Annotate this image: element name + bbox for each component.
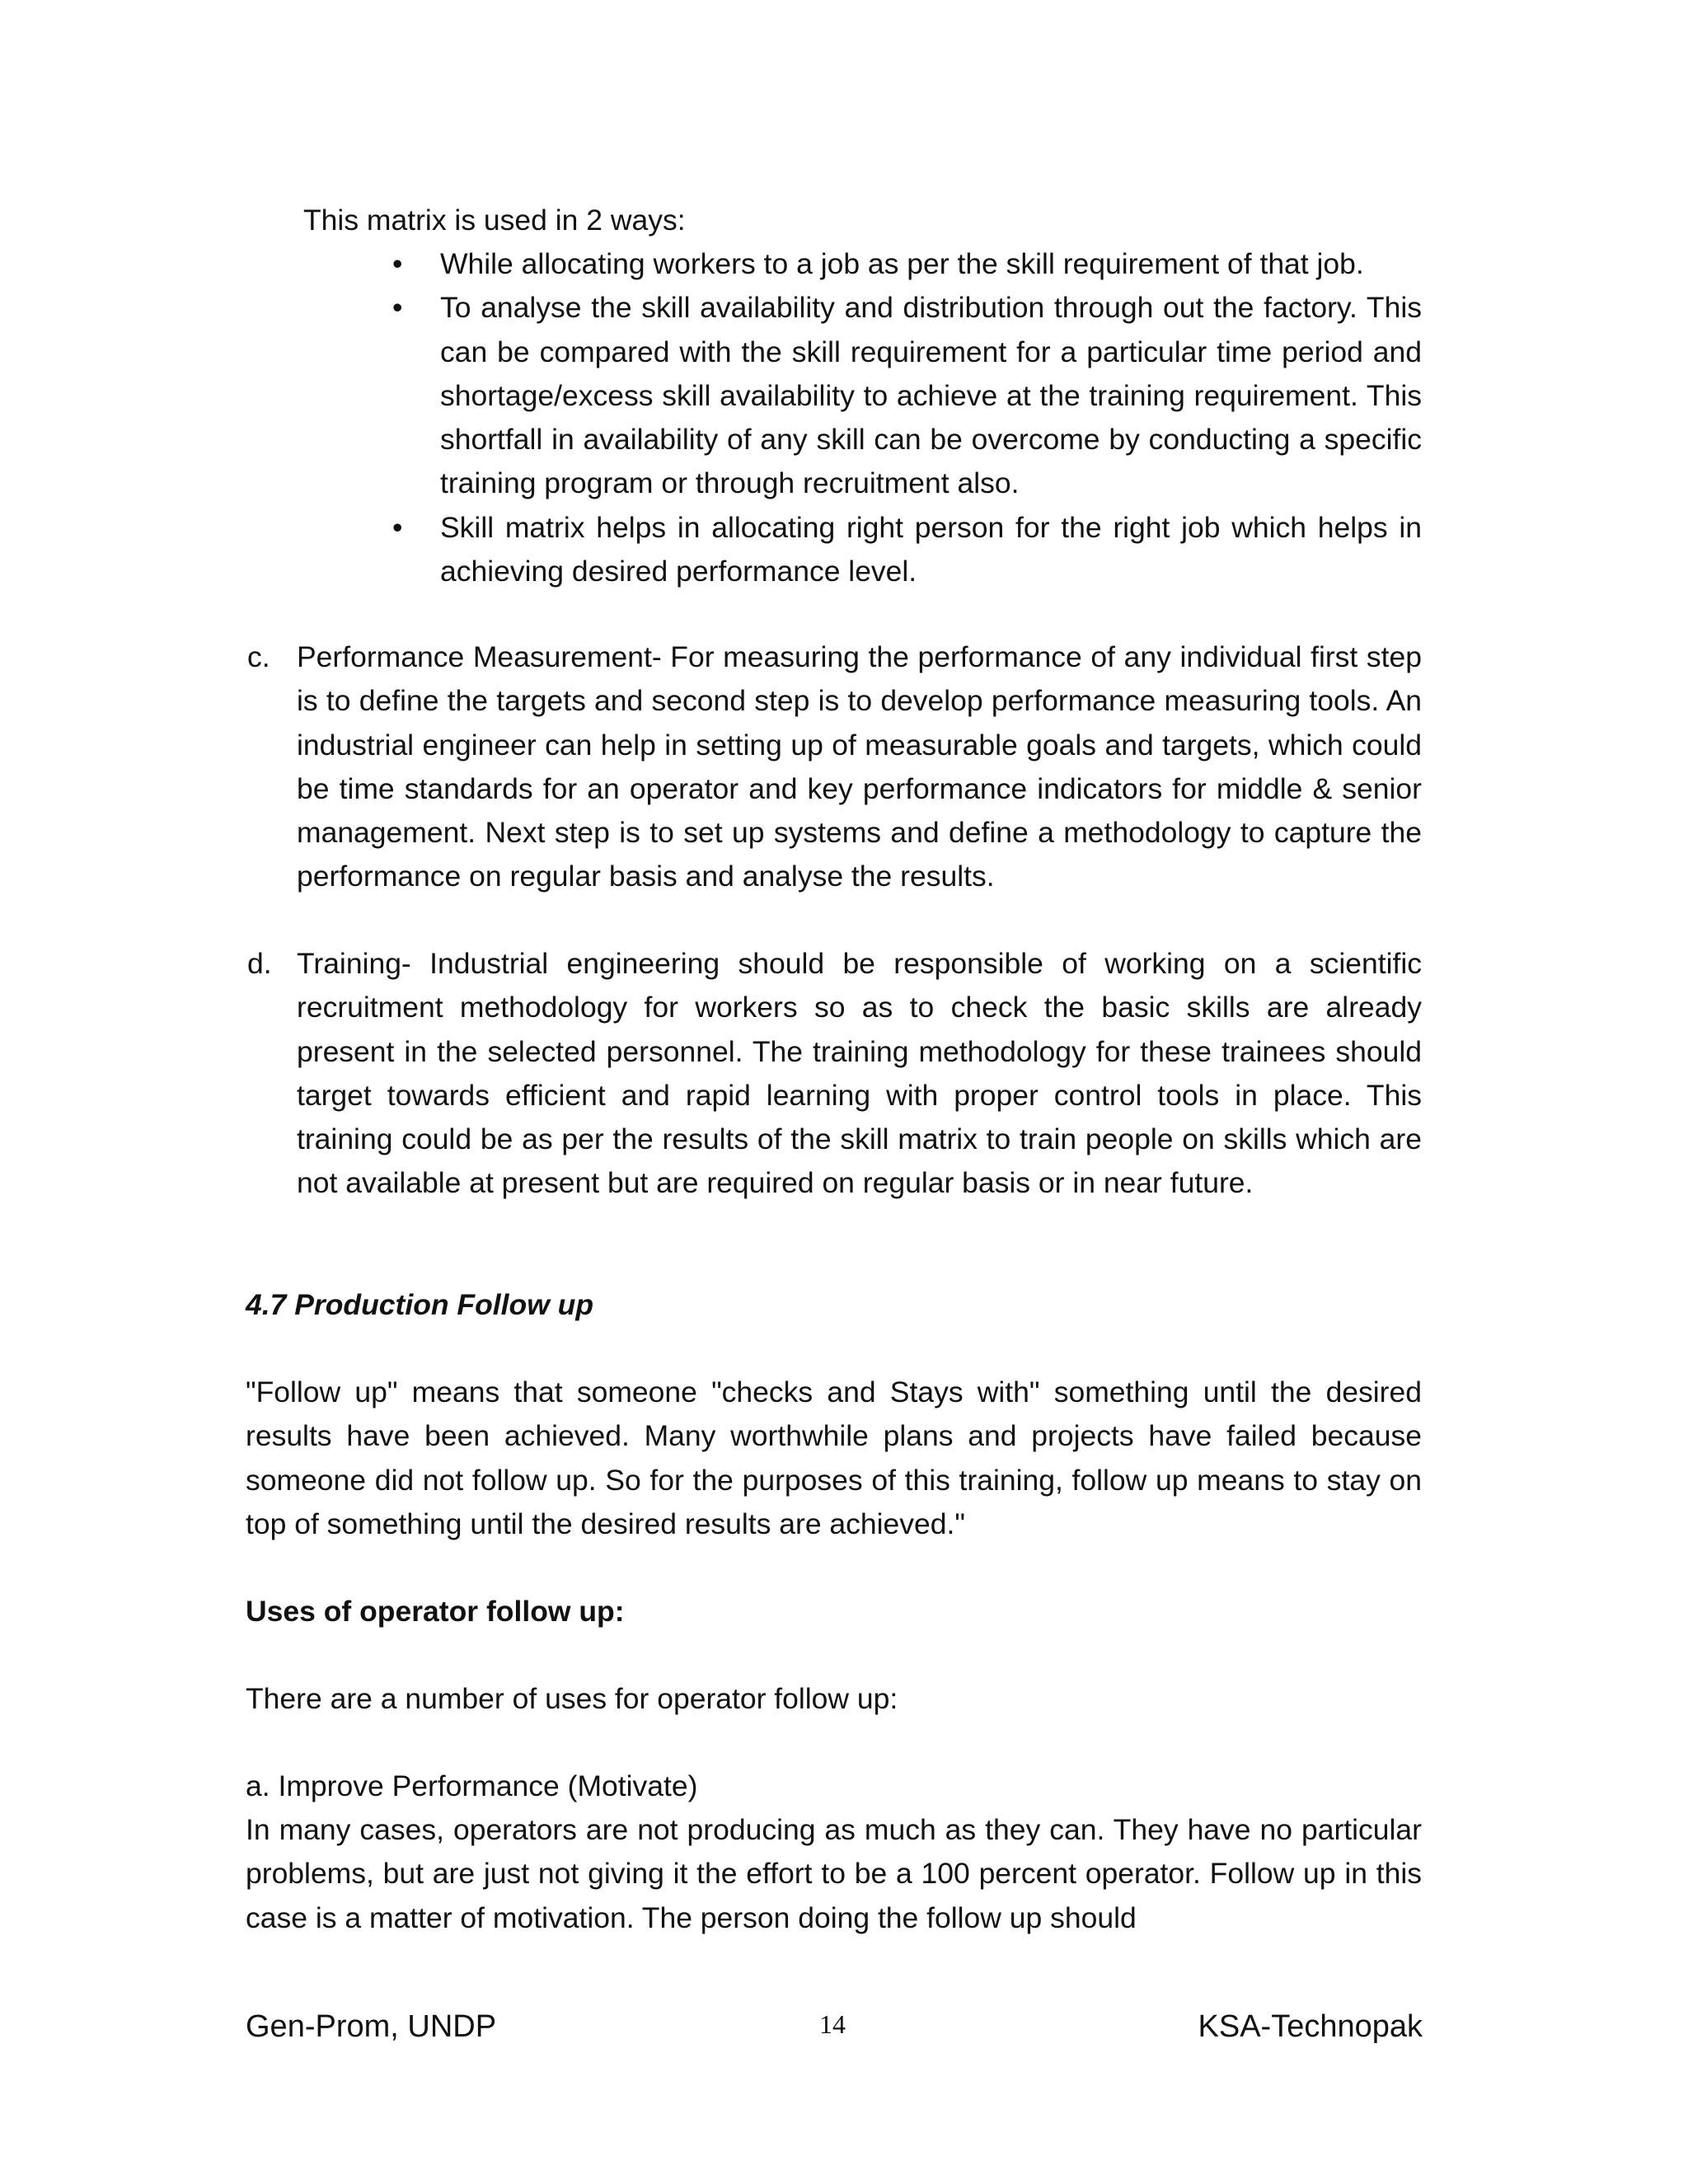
page-number: 14 xyxy=(819,2009,846,2039)
list-item xyxy=(392,242,1422,286)
matrix-intro: This matrix is used in 2 ways: xyxy=(303,204,686,237)
footer-right: KSA-Technopak xyxy=(1198,2009,1423,2044)
list-item xyxy=(392,286,1422,505)
follow-up-definition: "Follow up" means that someone "checks and Stays with" something until the desired results have been achieved. Many worthwhile plans and projects have failed because someone did not follow up. So for the purposes of this training, follow up means to stay on top of something until the desired results are achieved." xyxy=(246,1376,1422,1540)
bullet-icon: • xyxy=(392,247,403,280)
improve-performance-text: In many cases, operators are not producing as much as they can. They have no particular problems, but are just not giving it the effort to be a 100 percent operator. Follow up in this case is a matter of motivation. The person doing the follow up should xyxy=(246,1813,1422,1934)
item-marker: c. xyxy=(247,640,270,673)
uses-intro: There are a number of uses for operator follow up: xyxy=(246,1682,898,1715)
footer-left: Gen-Prom, UNDP xyxy=(246,2009,497,2044)
item-text: Training- Industrial engineering should be responsible of working on a scientific recruitment methodology for workers so as to check the basic skills are already present in the selected personnel. The training methodology for these trainees should target towards efficient and rapid learning with proper control tools in place. This training could be as per the results of the skill matrix to train people on skills which are not available at present but are required on regular basis or in near future. xyxy=(297,947,1422,1200)
item-text: Performance Measurement- For measuring the performance of any individual first step is to define the targets and second step is to develop performance measuring tools. An industrial engineer can help in setting up of measurable goals and targets, which could be time standards for an operator and key performance indicators for middle & senior management. Next step is to set up systems and define a methodology to capture the performance on regular basis and analyse the results. xyxy=(297,640,1422,893)
list-item-text: While allocating workers to a job as per the skill requirement of that job. xyxy=(440,247,1364,280)
item-marker: d. xyxy=(247,947,272,980)
list-item-text: Skill matrix helps in allocating right person for the right job which helps in achieving desired performance level. xyxy=(440,510,1422,588)
uses-heading: Uses of operator follow up: xyxy=(246,1595,625,1628)
improve-performance-heading: a. Improve Performance (Motivate) xyxy=(246,1769,698,1802)
matrix-uses-list xyxy=(392,242,1422,593)
list-item-text: To analyse the skill availability and distribution through out the factory. This can be compared with the skill requirement for a particular time period and shortage/excess skill availability to achieve at the training requirement. This shortfall in availability of any skill can be overcome by conducting a specific training program or through recruitment also. xyxy=(440,291,1422,500)
section-heading: 4.7 Production Follow up xyxy=(246,1288,594,1321)
bullet-icon: • xyxy=(392,291,403,325)
list-item xyxy=(392,506,1422,594)
bullet-icon: • xyxy=(392,510,403,544)
